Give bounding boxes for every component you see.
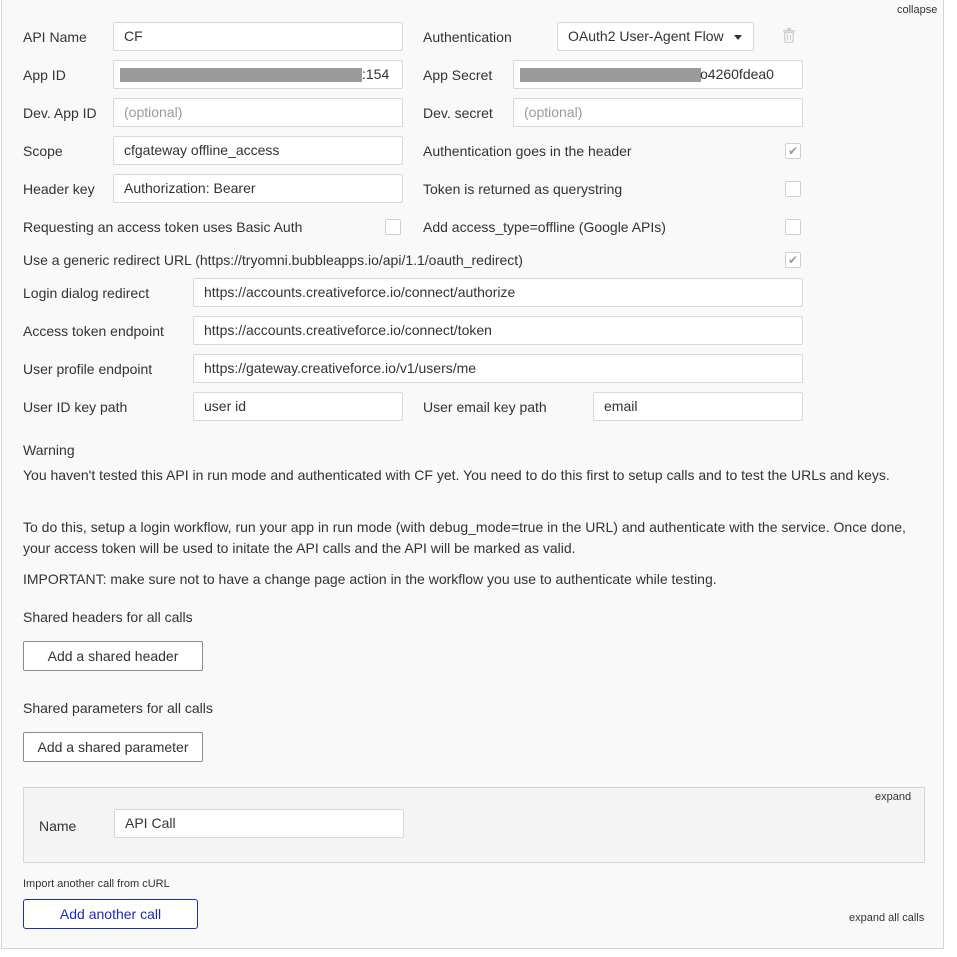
- header-key-input[interactable]: Authorization: Bearer: [113, 174, 403, 203]
- auth-in-header-checkbox[interactable]: [785, 143, 801, 159]
- warning-title: Warning: [23, 442, 75, 458]
- basic-auth-label: Requesting an access token uses Basic Auth: [23, 219, 303, 235]
- import-curl-link[interactable]: Import another call from cURL: [23, 878, 170, 890]
- user-id-key-path-input[interactable]: user id: [193, 392, 403, 421]
- user-email-key-path-label: User email key path: [423, 399, 547, 415]
- caret-down-icon: [734, 35, 742, 40]
- authentication-label: Authentication: [423, 29, 512, 45]
- trash-icon[interactable]: [783, 28, 795, 43]
- shared-headers-title: Shared headers for all calls: [23, 609, 193, 625]
- user-profile-endpoint-input[interactable]: https://gateway.creativeforce.io/v1/users/me: [193, 354, 803, 383]
- user-profile-endpoint-label: User profile endpoint: [23, 361, 153, 377]
- generic-redirect-checkbox[interactable]: [785, 252, 801, 268]
- add-another-call-button[interactable]: Add another call: [23, 899, 198, 929]
- shared-params-title: Shared parameters for all calls: [23, 700, 213, 716]
- login-redirect-input[interactable]: https://accounts.creativeforce.io/connect/authorize: [193, 278, 803, 307]
- call-name-label: Name: [39, 818, 77, 834]
- expand-all-calls-link[interactable]: expand all calls: [849, 912, 925, 924]
- collapse-link[interactable]: collapse: [897, 4, 938, 16]
- check-icon: ✔: [787, 144, 799, 158]
- app-secret-label: App Secret: [423, 67, 493, 83]
- access-token-endpoint-label: Access token endpoint: [23, 323, 164, 339]
- dev-secret-label: Dev. secret: [423, 105, 493, 121]
- add-shared-header-button[interactable]: Add a shared header: [23, 641, 203, 671]
- header-key-label: Header key: [23, 181, 95, 197]
- token-querystring-label: Token is returned as querystring: [423, 181, 623, 197]
- redacted-block: [120, 68, 362, 82]
- warning-paragraph-1: You haven't tested this API in run mode and authenticated with CF yet. You need to do this first to setup calls and to test the URLs and keys.: [23, 467, 890, 483]
- app-id-input[interactable]: [113, 60, 403, 89]
- auth-in-header-label: Authentication goes in the header: [423, 143, 632, 159]
- dev-app-id-input[interactable]: (optional): [113, 98, 403, 127]
- token-querystring-checkbox[interactable]: [785, 181, 801, 197]
- basic-auth-checkbox[interactable]: [385, 219, 401, 235]
- access-type-offline-label: Add access_type=offline (Google APIs): [423, 219, 666, 235]
- api-name-input[interactable]: CF: [113, 22, 403, 51]
- scope-input[interactable]: cfgateway offline_access: [113, 136, 403, 165]
- app-id-value-tail: :154: [362, 66, 390, 82]
- check-icon: ✔: [787, 253, 799, 267]
- authentication-value: OAuth2 User-Agent Flow: [568, 28, 724, 44]
- redacted-block: [520, 68, 701, 82]
- user-email-key-path-input[interactable]: email: [593, 392, 803, 421]
- access-token-endpoint-input[interactable]: https://accounts.creativeforce.io/connect/token: [193, 316, 803, 345]
- scope-label: Scope: [23, 143, 63, 159]
- access-type-offline-checkbox[interactable]: [785, 219, 801, 235]
- api-config-panel: [1, 0, 944, 949]
- api-name-label: API Name: [23, 29, 87, 45]
- api-call-box: [23, 787, 925, 863]
- dev-app-id-label: Dev. App ID: [23, 105, 97, 121]
- login-redirect-label: Login dialog redirect: [23, 285, 150, 301]
- warning-paragraph-3: IMPORTANT: make sure not to have a change page action in the workflow you use to authenticate while testing.: [23, 571, 717, 587]
- call-name-input[interactable]: API Call: [114, 809, 404, 838]
- app-secret-input[interactable]: [513, 60, 803, 89]
- generic-redirect-label: Use a generic redirect URL (https://tryomni.bubbleapps.io/api/1.1/oauth_redirect): [23, 252, 523, 268]
- dev-secret-input[interactable]: (optional): [513, 98, 803, 127]
- user-id-key-path-label: User ID key path: [23, 399, 128, 415]
- app-id-label: App ID: [23, 67, 66, 83]
- authentication-dropdown[interactable]: [557, 22, 754, 51]
- expand-link[interactable]: expand: [875, 791, 912, 803]
- app-secret-value-tail: o4260fdea0: [700, 66, 774, 82]
- add-shared-parameter-button[interactable]: Add a shared parameter: [23, 732, 203, 762]
- warning-paragraph-2: To do this, setup a login workflow, run your app in run mode (with debug_mode=true in the URL) and authenticate with the service. Once done, your access token will be used to initate the API calls and the API will be marked as valid.: [23, 519, 906, 556]
